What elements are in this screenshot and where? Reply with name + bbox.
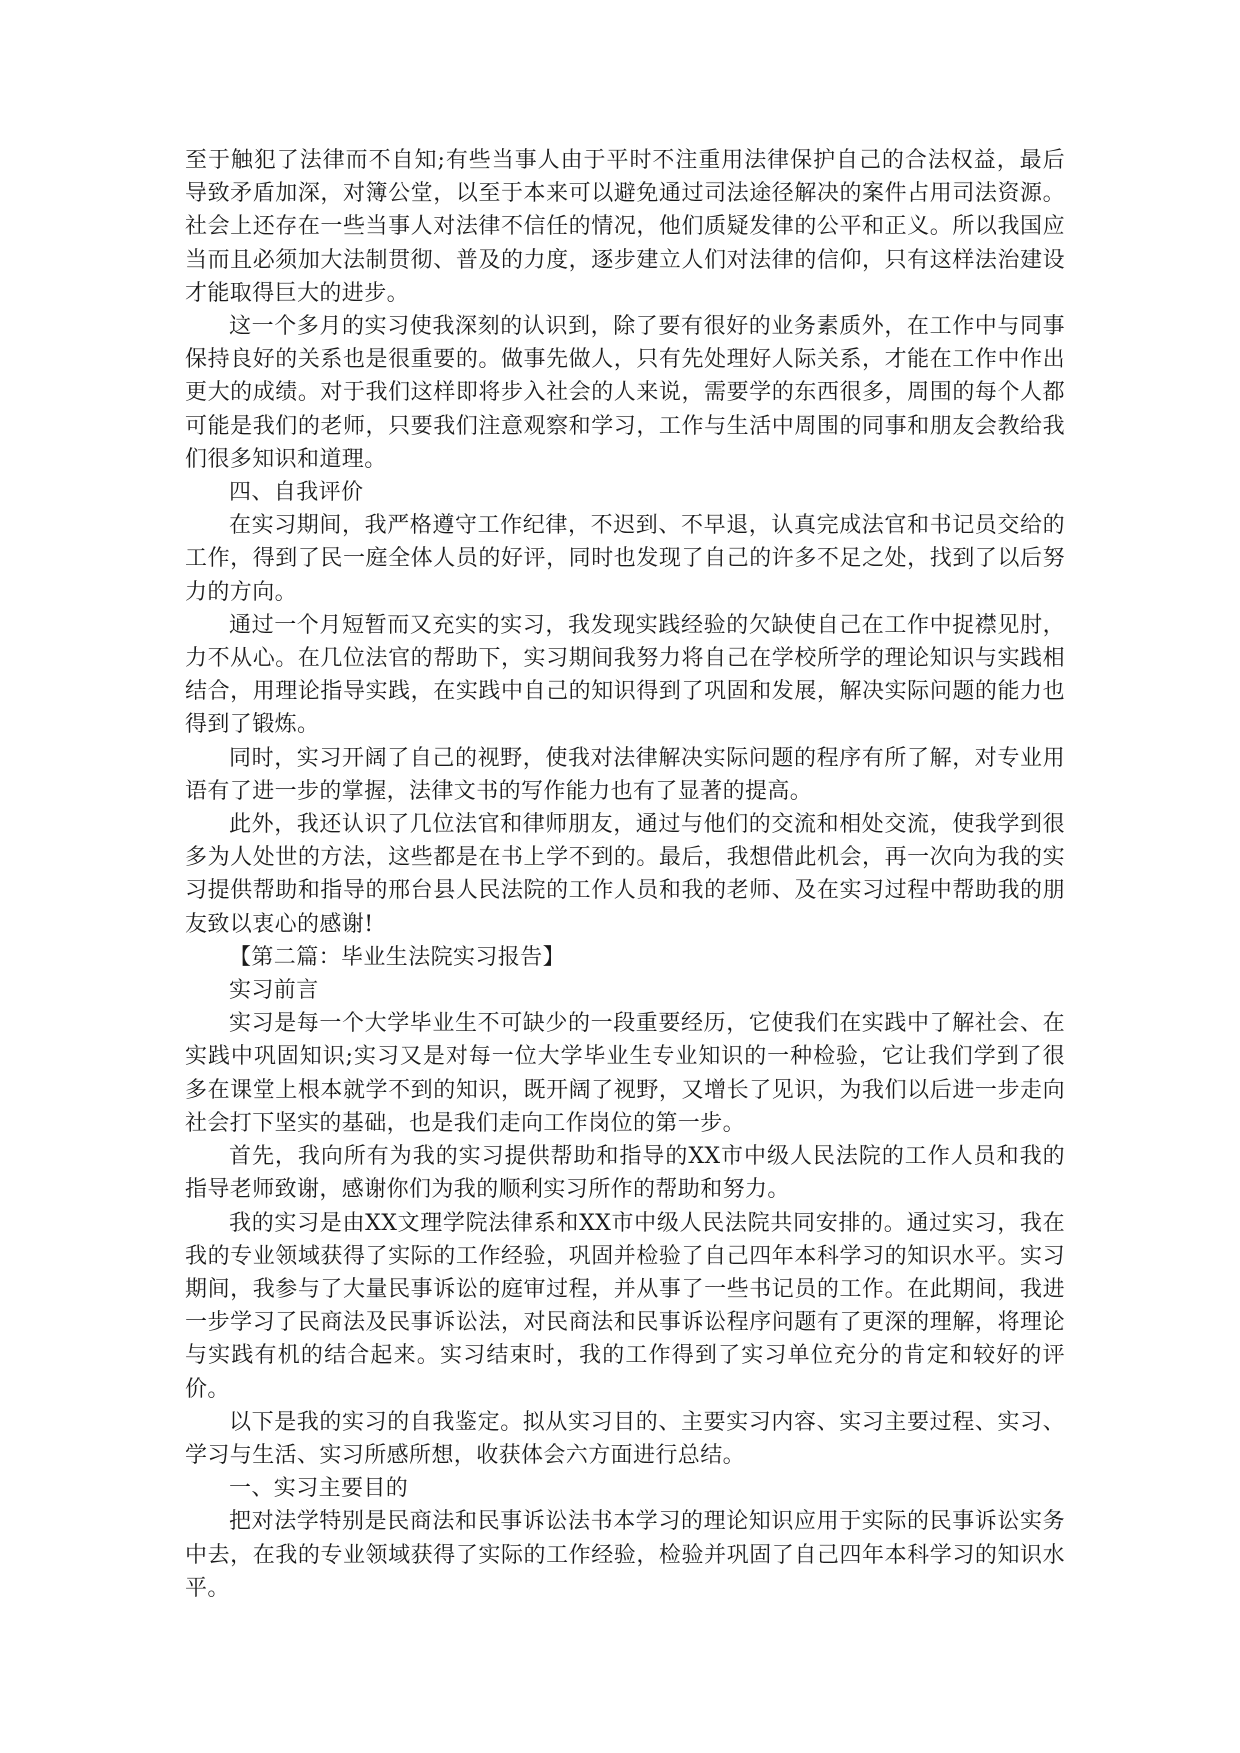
paragraph: 通过一个月短暂而又充实的实习，我发现实践经验的欠缺使自己在工作中捉襟见肘，力不从心。在几位法官的帮助下，实习期间我努力将自己在学校所学的理论知识与实践相结合，用理论指导实践，在实践中自己的知识得到了巩固和发展，解决实际问题的能力也得到了锻炼。 (185, 612, 1065, 738)
paragraph: 首先，我向所有为我的实习提供帮助和指导的XX市中级人民法院的工作人员和我的指导老师致谢，感谢你们为我的顺利实习所作的帮助和努力。 (185, 1144, 1065, 1203)
paragraph: 我的实习是由XX文理学院法律系和XX市中级人民法院共同安排的。通过实习，我在我的专业领域获得了实际的工作经验，巩固并检验了自己四年本科学习的知识水平。实习期间，我参与了大量民事诉讼的庭审过程，并从事了一些书记员的工作。在此期间，我进一步学习了民商法及民事诉讼法，对民商法和民事诉讼程序问题有了更深的理解，将理论与实践有机的结合起来。实习结束时，我的工作得到了实习单位充分的肯定和较好的评价。 (185, 1210, 1065, 1402)
section-heading: 实习前言 (229, 978, 319, 1004)
paragraph: 实习是每一个大学毕业生不可缺少的一段重要经历，它使我们在实践中了解社会、在实践中巩固知识;实习又是对每一位大学毕业生专业知识的一种检验，它让我们学到了很多在课堂上根本就学不到的知识，既开阔了视野，又增长了见识，为我们以后进一步走向社会打下坚实的基础，也是我们走向工作岗位的第一步。 (185, 1011, 1065, 1136)
paragraph: 以下是我的实习的自我鉴定。拟从实习目的、主要实习内容、实习主要过程、实习、学习与生活、实习所感所想，收获体会六方面进行总结。 (185, 1409, 1065, 1468)
section-heading: 一、实习主要目的 (229, 1476, 409, 1502)
paragraph: 把对法学特别是民商法和民事诉讼法书本学习的理论知识应用于实际的民事诉讼实务中去，在我的专业领域获得了实际的工作经验，检验并巩固了自己四年本科学习的知识水平。 (185, 1509, 1065, 1601)
paragraph: 此外，我还认识了几位法官和律师朋友，通过与他们的交流和相处交流，使我学到很多为人处世的方法，这些都是在书上学不到的。最后，我想借此机会，再一次向为我的实习提供帮助和指导的邢台县人民法院的工作人员和我的老师、及在实习过程中帮助我的朋友致以衷心的感谢! (185, 812, 1065, 937)
paragraph: 这一个多月的实习使我深刻的认识到，除了要有很好的业务素质外，在工作中与同事保持良好的关系也是很重要的。做事先做人，只有先处理好人际关系，才能在工作中作出更大的成绩。对于我们这样即将步入社会的人来说，需要学的东西很多，周围的每个人都可能是我们的老师，只要我们注意观察和学习，工作与生活中周围的同事和朋友会教给我们很多知识和道理。 (185, 314, 1065, 472)
section-heading: 四、自我评价 (229, 480, 364, 506)
document-page (185, 144, 1065, 1605)
article-title: 【第二篇：毕业生法院实习报告】 (229, 944, 566, 970)
paragraph: 至于触犯了法律而不自知;有些当事人由于平时不注重用法律保护自己的合法权益，最后导致矛盾加深，对簿公堂，以至于本来可以避免通过司法途径解决的案件占用司法资源。社会上还存在一些当事人对法律不信任的情况，他们质疑发律的公平和正义。所以我国应当而且必须加大法制贯彻、普及的力度，逐步建立人们对法律的信仰，只有这样法治建设才能取得巨大的进步。 (185, 148, 1065, 306)
paragraph: 同时，实习开阔了自己的视野，使我对法律解决实际问题的程序有所了解，对专业用语有了进一步的掌握，法律文书的写作能力也有了显著的提高。 (185, 745, 1065, 804)
paragraph: 在实习期间，我严格遵守工作纪律，不迟到、不早退，认真完成法官和书记员交给的工作，得到了民一庭全体人员的好评，同时也发现了自己的许多不足之处，找到了以后努力的方向。 (185, 513, 1065, 605)
